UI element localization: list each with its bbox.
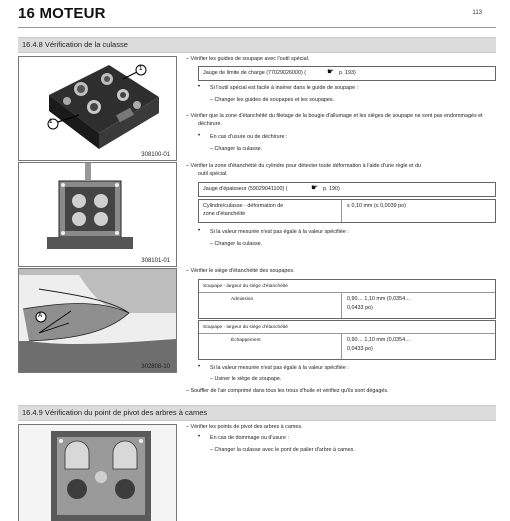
figure-caption: 308100-01 [141,152,170,158]
figure-cylinder-head-top [18,56,177,161]
reference-text: Jauge de limite de charge (77029026000) ( [203,70,307,76]
condition-text: En cas d'usure ou de déchirure : [210,134,288,140]
chapter-title: 16 MOTEUR [18,5,106,22]
section-header-16-4-9 [18,405,496,421]
spec-value: 0,90… 1,10 mm (0,0354… [347,296,411,302]
pointing-hand-icon: ☛ [327,67,335,76]
marker-label: 1 [49,119,53,125]
step-text: – Vérifier que la zone d'étanchéité du filetage de la bougie d'allumage et les sièges de soupape ne sont pas endommagés et [186,113,483,119]
spec-value-continued: 0,0433 po) [347,305,373,311]
bullet-icon: • [198,84,201,90]
condition-text: Si l'outil spécial est facile à insérer dans le guide de soupape : [210,85,359,91]
bullet-icon: • [198,228,201,234]
figure-caption: 308101-01 [141,258,170,264]
spec-label: Admission [231,297,254,302]
condition-text: En cas de dommage ou d'usure : [210,435,289,441]
table-divider [199,292,495,293]
section-header-16-4-8 [18,37,496,53]
spec-table-exhaust [198,320,496,360]
figure-valve-seat [18,268,177,373]
reference-box [198,182,496,197]
page-number: 113 [472,10,482,16]
condition-text: Si la valeur mesurée n'est pas égale à la valeur spécifiée : [210,229,349,235]
step-text: – Vérifier les guides de soupape avec l'outil spécial. [186,56,310,62]
bullet-icon: • [198,434,201,440]
marker-label: A [38,313,43,319]
final-step-text: – Souffler de l'air comprimé dans tous les trous d'huile et vérifiez qu'ils sont dégagés. [186,388,389,394]
step-text: – Vérifier les points de pivot des arbres à cames. [186,424,303,430]
marker-label: 1 [139,66,143,72]
step-text: – Vérifier la zone d'étanchéité du cylindre pour détecter toute déformation à l'aide d'une règle et du [186,163,422,169]
figure-camshaft-pivot [18,424,177,521]
section-title: 16.4.8 Vérification de la culasse [22,40,128,49]
table-divider [341,333,342,359]
table-divider [341,200,342,222]
action-text: – Usiner le siège de soupape. [210,376,282,382]
step-text: – Vérifier le siège d'étanchéité des soupapes. [186,268,295,274]
bullet-icon: • [198,133,201,139]
section-title: 16.4.9 Vérification du point de pivot des arbres à cames [22,408,208,417]
condition-text: Si la valeur mesurée n'est pas égale à la valeur spécifiée : [210,365,349,371]
figure-sealing-surface [18,162,177,267]
table-divider [199,333,495,334]
cylinder-head-illustration [19,57,176,160]
step-text-continued: déchirure. [198,121,222,127]
step-text-continued: outil spécial. [198,171,228,177]
action-text: – Changer la culasse avec le pont de palier d'arbre à cames. [210,447,355,453]
bullet-icon: • [198,364,201,370]
reference-box [198,66,496,81]
spec-title: Soupape - largeur du siège d'étanchéité [203,284,288,289]
camshaft-pivot-illustration [19,425,176,521]
spec-label: Cylindre/culasse - déformation de [203,203,284,209]
spec-label-continued: zone d'étanchéité [203,211,246,217]
action-text: – Changer la culasse. [210,146,263,152]
reference-text: Jauge d'épaisseur (59029041100) ( [203,186,288,192]
spec-table [198,199,496,223]
spec-label: Échappement [231,338,261,343]
action-text: – Changer la culasse. [210,241,263,247]
spec-title: Soupape - largeur du siège d'étanchéité [203,325,288,330]
valve-seat-illustration [19,269,176,372]
spec-value: ≤ 0,10 mm (≤ 0,0039 po) [347,203,406,209]
reference-page[interactable]: p. 190) [323,186,340,192]
spec-value: 0,90… 1,10 mm (0,0354… [347,337,411,343]
spec-table-intake [198,279,496,319]
figure-caption: 302808-10 [141,364,170,370]
spec-value-continued: 0,0433 po) [347,346,373,352]
sealing-surface-illustration [19,163,176,266]
action-text: – Changer les guides de soupapes et les soupapes. [210,97,335,103]
pointing-hand-icon: ☛ [311,183,319,192]
table-divider [341,292,342,318]
reference-page[interactable]: p. 193) [339,70,356,76]
header-rule [18,27,496,28]
